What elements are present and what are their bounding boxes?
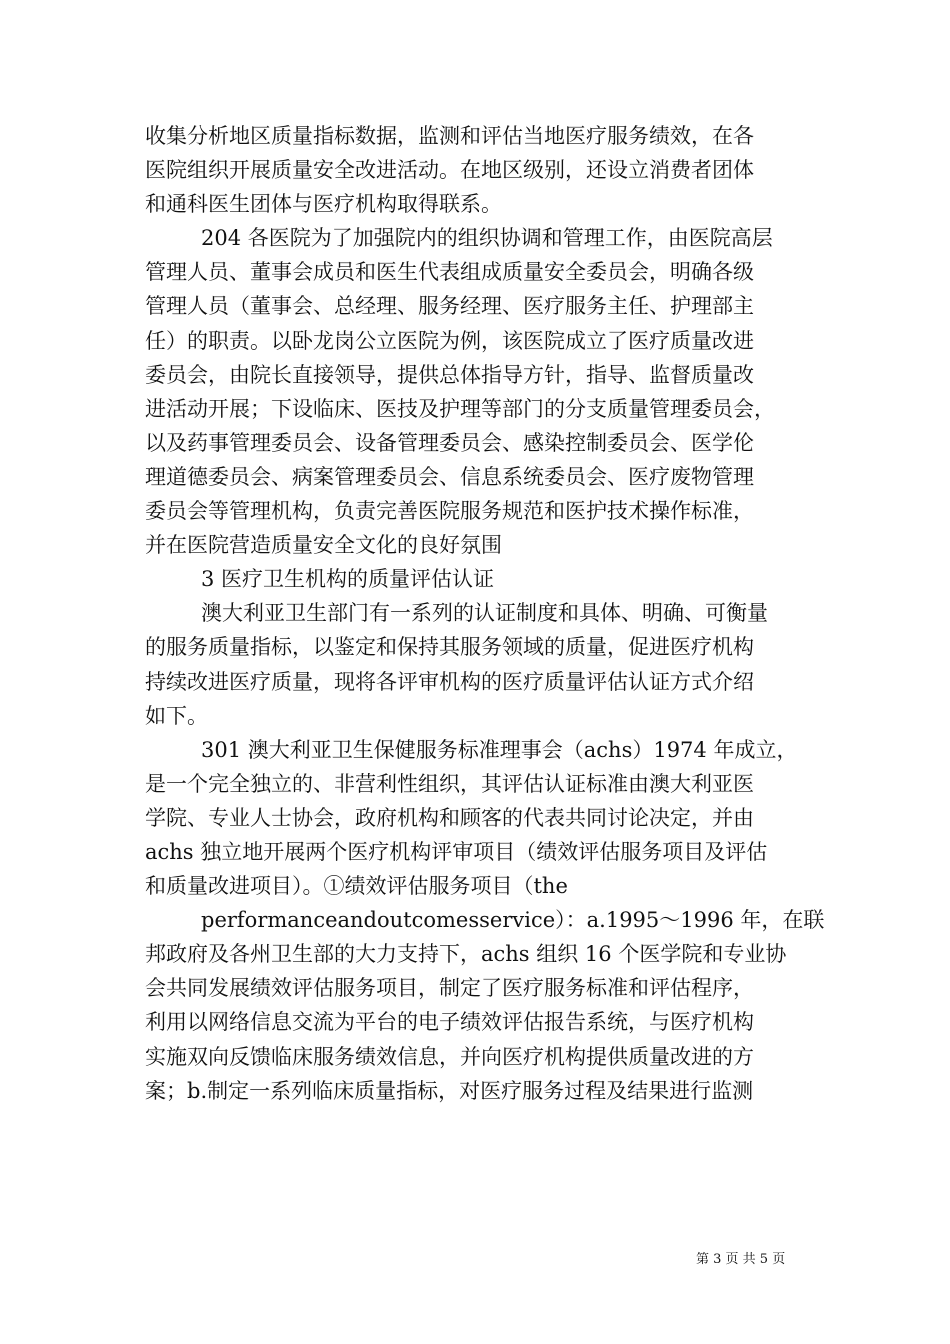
text-line: 和通科医生团体与医疗机构取得联系。: [145, 192, 502, 217]
text-line: 如下。: [145, 703, 208, 728]
text-line: 并在医院营造质量安全文化的良好氛围: [145, 533, 502, 558]
text-line: 会共同发展绩效评估服务项目，制定了医疗服务标准和评估程序，: [145, 976, 754, 1001]
text-line: 实施双向反馈临床服务绩效信息，并向医疗机构提供质量改进的方: [145, 1044, 754, 1069]
text-line: 持续改进医疗质量，现将各评审机构的医疗质量评估认证方式介绍: [145, 669, 754, 694]
text-line: 邦政府及各州卫生部的大力支持下，achs 组织 16 个医学院和专业协: [145, 942, 787, 967]
text-line: 3 医疗卫生机构的质量评估认证: [201, 567, 495, 592]
text-line: achs 独立地开展两个医疗机构评审项目（绩效评估服务项目及评估: [145, 839, 768, 864]
text-line: 案；b.制定一系列临床质量指标，对医疗服务过程及结果进行监测: [145, 1078, 754, 1103]
text-line: 委员会等管理机构，负责完善医院服务规范和医护技术操作标准，: [145, 499, 754, 524]
text-line: performanceandoutcomesservice）：a.1995～1996 年，在联: [201, 908, 825, 933]
text-line: 进活动开展；下设临床、医技及护理等部门的分支质量管理委员会，: [145, 396, 775, 421]
text-line: 澳大利亚卫生部门有一系列的认证制度和具体、明确、可衡量: [201, 601, 768, 626]
document-body: [145, 119, 825, 1108]
text-line: 学院、专业人士协会，政府机构和顾客的代表共同讨论决定，并由: [145, 805, 754, 830]
page-number-footer: 第 3 页 共 5 页: [696, 1252, 786, 1267]
text-line: 是一个完全独立的、非营利性组织，其评估认证标准由澳大利亚医: [145, 771, 754, 796]
text-line: 管理人员（董事会、总经理、服务经理、医疗服务主任、护理部主: [145, 294, 754, 319]
text-line: 委员会，由院长直接领导，提供总体指导方针，指导、监督质量改: [145, 362, 754, 387]
text-line: 以及药事管理委员会、设备管理委员会、感染控制委员会、医学伦: [145, 430, 754, 455]
text-line: 301 澳大利亚卫生保健服务标准理事会（achs）1974 年成立，: [201, 737, 798, 762]
text-line: 的服务质量指标，以鉴定和保持其服务领域的质量，促进医疗机构: [145, 635, 754, 660]
text-line: 管理人员、董事会成员和医生代表组成质量安全委员会，明确各级: [145, 260, 754, 285]
text-line: 收集分析地区质量指标数据，监测和评估当地医疗服务绩效，在各: [145, 124, 754, 148]
text-line: 利用以网络信息交流为平台的电子绩效评估报告系统，与医疗机构: [145, 1010, 754, 1035]
text-line: 医院组织开展质量安全改进活动。在地区级别，还设立消费者团体: [145, 158, 754, 183]
text-line: 和质量改进项目）。①绩效评估服务项目（the: [145, 874, 568, 899]
text-line: 204 各医院为了加强院内的组织协调和管理工作，由医院高层: [201, 226, 773, 251]
text-line: 理道德委员会、病案管理委员会、信息系统委员会、医疗废物管理: [145, 464, 754, 489]
text-line: 任）的职责。以卧龙岗公立医院为例，该医院成立了医疗质量改进: [145, 328, 754, 353]
